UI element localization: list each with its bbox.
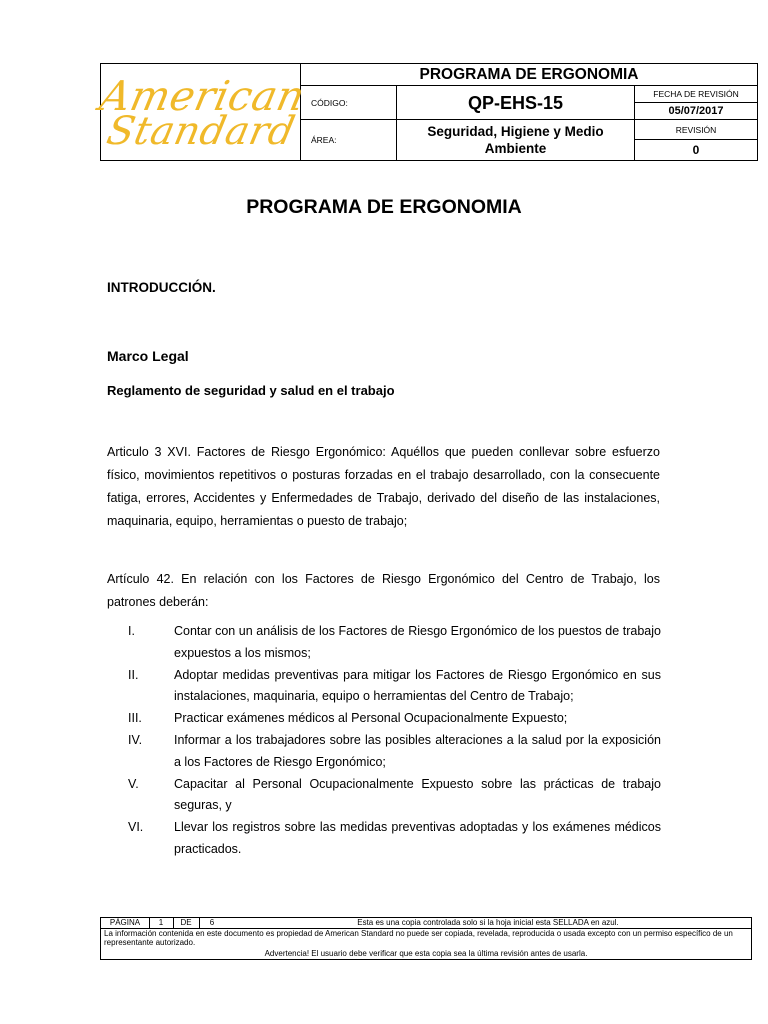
list-item-text: Contar con un análisis de los Factores de Riesgo Ergonómico de los puestos de trabajo expuestos a los mismos; [174,624,661,660]
list-item-number: V. [128,776,139,791]
list-item-number: I. [128,624,135,638]
list-item-number: VI. [128,820,144,835]
list-item-number: IV. [128,732,143,747]
list-item-text: Informar a los trabajadores sobre las posibles alteraciones a la salud por la exposición a los Factores de Riesgo Ergonómico; [174,732,661,769]
area-label: ÁREA: [301,120,397,160]
fecha-label: FECHA DE REVISIÓN [635,86,757,103]
obligations-list [128,621,661,861]
list-item [128,708,661,730]
revision-label: REVISIÓN [635,120,757,140]
footer-page-row [101,918,751,929]
document-header [95,63,758,161]
header-title: PROGRAMA DE ERGONOMIA [301,64,757,86]
list-item-text: Practicar exámenes médicos al Personal Ocupacionalmente Expuesto; [174,711,568,726]
logo-line2: Standard [102,109,300,154]
list-item-text: Adoptar medidas preventivas para mitigar los Factores de Riesgo Ergonómico en sus instalaciones, maquinaria, equipo o herramientas del Centro de Trabajo; [174,667,661,704]
list-item-number: II. [128,667,139,682]
list-item-number: III. [128,711,142,726]
list-item [128,817,661,861]
pagina-label: PÁGINA [101,918,150,928]
fecha-value: 05/07/2017 [635,103,757,120]
articulo-42-paragraph: Artículo 42. En relación con los Factores de Riesgo Ergonómico del Centro de Trabajo, los patrones deberán: [107,572,660,609]
revision-value: 0 [692,143,700,157]
ownership-notice: La información contenida en este documento es propiedad de American Standard no puede ser copiada, revelada, reproducida o usada excepto con un permiso específico de un representante autorizado. [104,929,733,947]
articulo-3-paragraph: Articulo 3 XVI. Factores de Riesgo Ergonómico: Aquéllos que pueden conllevar sobre esfuerzo físico, movimientos repetitivos o posturas forzadas en el trabajo desarrollado, con la consecuente fatiga, errores, Accidentes y Enfermedades de Trabajo, derivado del diseño de las instalaciones, maquinaria, equipo, herramientas o puesto de trabajo; [107,445,660,528]
area-value: Seguridad, Higiene y Medio Ambiente [397,120,635,160]
document-footer [100,917,752,960]
american-standard-logo [95,64,310,160]
list-item-text: Capacitar al Personal Ocupacionalmente Expuesto sobre las prácticas de trabajo seguras, y [174,776,661,813]
document-title: PROGRAMA DE ERGONOMIA [246,196,522,218]
reglamento-heading: Reglamento de seguridad y salud en el trabajo [107,383,395,398]
page-number: 1 [149,918,174,928]
intro-heading: INTRODUCCIÓN. [107,280,216,295]
page-total: 6 [209,918,215,927]
codigo-label: CÓDIGO: [301,86,397,120]
list-item-text: Llevar los registros sobre las medidas preventivas adoptadas y los exámenes médicos practicados. [174,820,661,856]
logo-line1: American [95,72,310,120]
marco-legal-heading: Marco Legal [107,348,189,364]
codigo-value: QP-EHS-15 [397,86,635,120]
de-label: DE [173,918,200,928]
list-item [128,621,661,665]
list-item [128,730,661,774]
list-item [128,774,661,818]
controlled-copy-notice: Esta es una copia controlada solo si la hoja inicial esta SELLADA en azul. [357,918,619,927]
revision-warning: Advertencia! El usuario debe verificar que esta copia sea la última revisión antes de usarla. [264,949,588,958]
list-item [128,665,661,709]
